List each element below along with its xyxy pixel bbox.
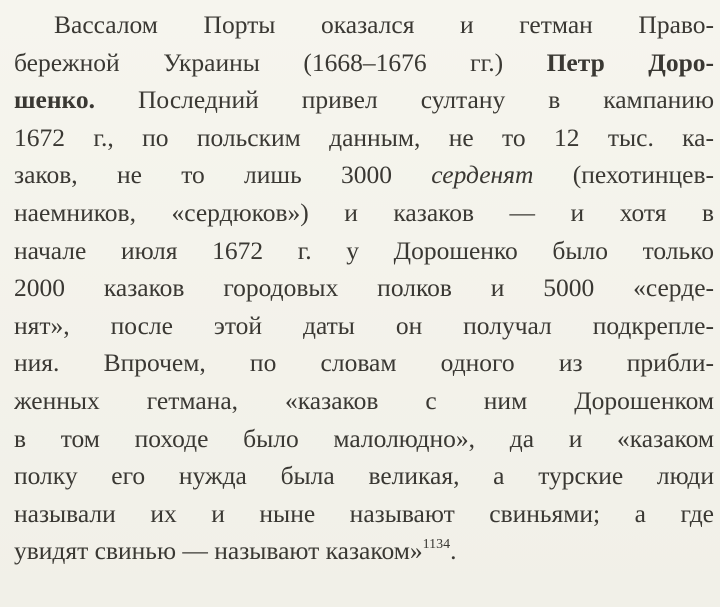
text-run: в том походе было малолюдно», да и «казаком: [14, 423, 714, 453]
text-line: [14, 232, 714, 270]
text-run: 1672 г., по польским данным, не то 12 тыс. ка-: [14, 122, 714, 152]
text-line: [14, 156, 714, 194]
text-line: [14, 382, 714, 420]
text-line: [14, 119, 714, 157]
text-run: начале июля 1672 г. у Дорошенко было только: [14, 235, 714, 265]
text-run: женных гетмана, «казаков с ним Дорошенком: [14, 385, 714, 415]
text-line: [14, 495, 714, 533]
name-bold: Петр Доро-: [546, 47, 714, 77]
text-run: ния. Впрочем, по словам одного из прибли-: [14, 348, 714, 378]
paragraph: [14, 6, 714, 570]
text-run: называли их и ныне называют свиньями; а где: [14, 498, 714, 528]
text-line: [14, 344, 714, 382]
text-line: [14, 44, 714, 82]
text-line: [14, 269, 714, 307]
text-run: бережной Украины (1668–1676 гг.): [14, 47, 547, 77]
text-line: [14, 532, 714, 570]
text-run: наемников, «сердюков») и казаков — и хотя в: [14, 197, 714, 227]
text-run: Последний привел султану в кампанию: [95, 85, 714, 115]
footnote-marker: 1134: [422, 536, 451, 552]
text-line: [14, 6, 714, 44]
text-run: Вассалом Порты оказался и гетман Право-: [54, 10, 714, 39]
text-run: (пехотинцев-: [533, 160, 714, 190]
text-run: заков, не то лишь 3000: [14, 160, 432, 190]
text-run: 2000 казаков городовых полков и 5000 «серде-: [14, 273, 714, 303]
text-run: увидят свинью — называют казаком»: [14, 536, 423, 566]
text-line: [14, 457, 714, 495]
text-line: [14, 420, 714, 458]
text-line: [14, 194, 714, 232]
text-line: [14, 307, 714, 345]
text-run: полку его нужда была великая, а турские люди: [14, 461, 714, 491]
text-line: [14, 81, 714, 119]
term-italic: серденят: [431, 160, 534, 190]
text-run: .: [450, 536, 457, 566]
name-bold: шенко.: [14, 85, 96, 115]
text-run: нят», после этой даты он получал подкрепле-: [14, 310, 714, 340]
